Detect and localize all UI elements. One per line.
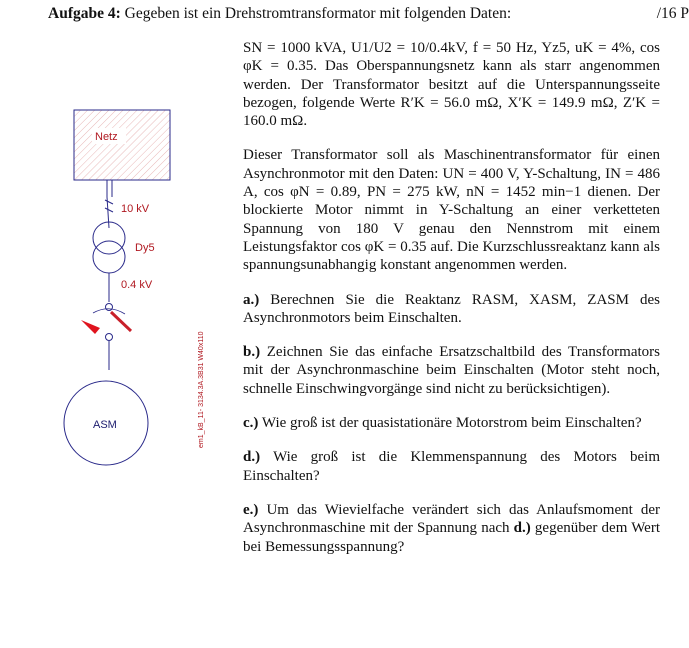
hv-label: 10 kV xyxy=(121,203,150,215)
question-text: Wie groß ist der quasistationäre Motorstrom beim Einschalten? xyxy=(261,415,642,432)
question-b xyxy=(243,343,660,398)
vector-group-label: Dy5 xyxy=(135,242,155,254)
question-a xyxy=(243,291,660,328)
question-text: Wie groß ist die Klemmenspannung des Motors beim Einschalten? xyxy=(243,449,660,484)
points-label: /16 P xyxy=(656,5,689,22)
switch-blade xyxy=(111,312,131,331)
transformer-secondary-icon xyxy=(93,241,125,273)
question-tail: gegenüber dem Wert bei Bemessungsspannung? xyxy=(243,520,661,555)
motor-label: ASM xyxy=(93,419,117,431)
question-ref: d.) xyxy=(513,520,531,537)
question-label: a.) xyxy=(243,291,260,308)
question-label: d.) xyxy=(243,449,261,466)
grid-label: Netz xyxy=(95,131,118,143)
side-code: em1_kB_11- 3134.3A.3B31 W40x110 xyxy=(198,331,205,448)
task-body xyxy=(243,39,660,572)
task-label: Aufgabe 4: xyxy=(48,5,121,22)
switch-arrow-icon xyxy=(81,320,100,334)
question-text: Berechnen Sie die Reaktanz RASM, XASM, ZASM des Asynchronmotors beim Einschalten. xyxy=(243,291,661,326)
question-e xyxy=(243,501,660,556)
question-text: Zeichnen Sie das einfache Ersatzschaltbild des Transformators mit der Asynchronmaschine beim Einschalten (Motor steht noch, schnelle Einschwingvorgänge sind nicht zu berücksichtigen). xyxy=(243,344,660,397)
paragraph-motor-data: Dieser Transformator soll als Maschinentransformator für einen Asynchronmotor mit den Daten: UN = 400 V, Y-Schaltung, IN = 486 A, cos φN = 0.89, PN = 275 kW, nN = 1452 min−1 dienen. Der blockierte Motor nimmt in Y-Schaltung an einer verketteten Spannung von 180 V genau den Nennstrom mit einem Leistungsfaktor cos φK = 0.35 auf. Die Kurzschlussreaktanz kann als spannungsunabhangig konstant angenommen werden. xyxy=(243,147,660,274)
grid-box xyxy=(74,110,170,180)
question-label: e.) xyxy=(243,501,259,518)
task-header xyxy=(48,4,689,26)
question-text: Um das Wievielfache verändert sich das Anlaufsmoment der Asynchronmaschine mit der Spannung nach xyxy=(243,501,660,537)
question-c xyxy=(243,414,660,432)
circuit-svg xyxy=(55,100,220,480)
circuit-diagram xyxy=(55,100,220,480)
task-intro: Gegeben ist ein Drehstromtransformator mit folgenden Daten: xyxy=(124,5,512,22)
question-label: c.) xyxy=(243,415,259,432)
question-label: b.) xyxy=(243,344,261,361)
paragraph-transformer-data: SN = 1000 kVA, U1/U2 = 10/0.4kV, f = 50 Hz, Yz5, uK = 4%, cos φK = 0.35. Das Oberspannungsnetz kann als starr angenommen werden. Der Transformator besitzt auf die Unterspannungsseite bezogen, folgende Werte R′K = 56.0 mΩ, X′K = 149.9 mΩ, Z′K = 160.0 mΩ. xyxy=(243,40,660,130)
lv-label: 0.4 kV xyxy=(121,279,153,291)
question-d xyxy=(243,448,660,485)
